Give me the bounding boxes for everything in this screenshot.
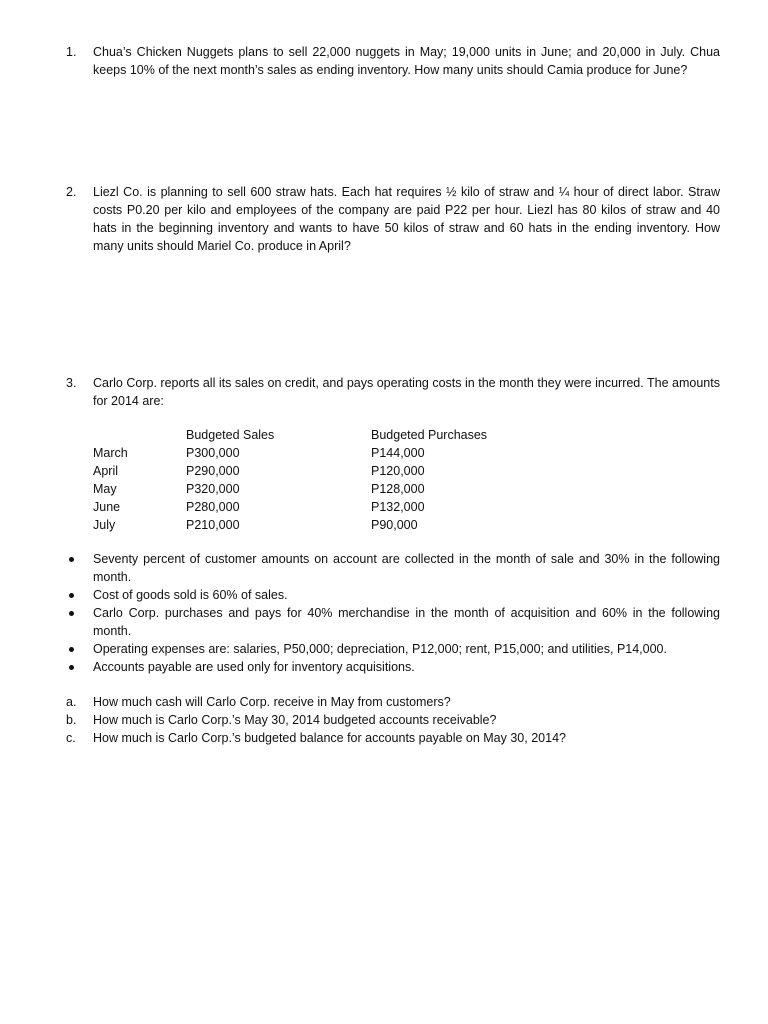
list-item bbox=[66, 640, 720, 658]
purchases-cell: P120,000 bbox=[371, 464, 425, 478]
question-number: 3. bbox=[66, 376, 77, 390]
sub-question-text: How much cash will Carlo Corp. receive in May from customers? bbox=[93, 695, 451, 709]
purchases-cell: P128,000 bbox=[371, 482, 425, 496]
question-text: Carlo Corp. reports all its sales on credit, and pays operating costs in the month they were incurred. The amounts for 2014 are: bbox=[93, 376, 720, 408]
sub-question-text: How much is Carlo Corp.’s budgeted balance for accounts payable on May 30, 2014? bbox=[93, 731, 566, 745]
month-cell: June bbox=[93, 500, 121, 514]
list-item bbox=[66, 604, 720, 640]
month-cell: March bbox=[93, 446, 128, 460]
sub-question bbox=[66, 729, 720, 747]
sub-question-letter: c. bbox=[66, 731, 76, 745]
sub-question-letter: a. bbox=[66, 695, 77, 709]
assumptions-list bbox=[66, 550, 720, 676]
list-item bbox=[66, 658, 720, 676]
question-text: Chua’s Chicken Nuggets plans to sell 22,000 nuggets in May; 19,000 units in June; and 20,000 in July. Chua keeps 10% of the next month’s sales as ending inventory. How many units should Camia produce for June? bbox=[93, 45, 720, 77]
question-2 bbox=[66, 183, 720, 255]
bullet-icon bbox=[69, 611, 74, 616]
table-header-cell bbox=[93, 426, 186, 444]
sales-cell: P320,000 bbox=[186, 482, 240, 496]
purchases-cell: P132,000 bbox=[371, 500, 425, 514]
question-text: Liezl Co. is planning to sell 600 straw hats. Each hat requires ½ kilo of straw and ¼ hour of direct labor. Straw costs P0.20 per kilo and employees of the company are paid P22 per hour. Liezl has 80 kilos of straw and 40 hats in the beginning inventory and wants to have 50 kilos of straw and 60 hats in the ending inventory. How many units should Mariel Co. produce in April? bbox=[93, 185, 720, 253]
question-3 bbox=[66, 374, 720, 410]
sub-questions-list bbox=[66, 693, 720, 747]
question-1 bbox=[66, 43, 720, 79]
budget-table bbox=[93, 426, 521, 534]
table-header-cell: Budgeted Sales bbox=[186, 428, 275, 442]
table-row bbox=[93, 444, 521, 462]
sales-cell: P280,000 bbox=[186, 500, 240, 514]
sales-cell: P300,000 bbox=[186, 446, 240, 460]
table-row bbox=[93, 516, 521, 534]
list-item-text: Operating expenses are: salaries, P50,000; depreciation, P12,000; rent, P15,000; and utilities, P14,000. bbox=[93, 642, 667, 656]
bullet-icon bbox=[69, 557, 74, 562]
list-item-text: Seventy percent of customer amounts on account are collected in the month of sale and 30% in the following month. bbox=[93, 552, 720, 584]
list-item bbox=[66, 550, 720, 586]
list-item bbox=[66, 586, 720, 604]
sales-cell: P290,000 bbox=[186, 464, 240, 478]
bullet-icon bbox=[69, 647, 74, 652]
table-header-row bbox=[93, 426, 521, 444]
table-row bbox=[93, 462, 521, 480]
list-item-text: Accounts payable are used only for inventory acquisitions. bbox=[93, 660, 415, 674]
table-row bbox=[93, 480, 521, 498]
sales-cell: P210,000 bbox=[186, 518, 240, 532]
bullet-icon bbox=[69, 665, 74, 670]
bullet-icon bbox=[69, 593, 74, 598]
purchases-cell: P144,000 bbox=[371, 446, 425, 460]
sub-question-letter: b. bbox=[66, 713, 77, 727]
month-cell: May bbox=[93, 482, 117, 496]
question-number: 2. bbox=[66, 185, 77, 199]
sub-question bbox=[66, 711, 720, 729]
sub-question-text: How much is Carlo Corp.’s May 30, 2014 budgeted accounts receivable? bbox=[93, 713, 497, 727]
list-item-text: Carlo Corp. purchases and pays for 40% merchandise in the month of acquisition and 60% in the following month. bbox=[93, 606, 720, 638]
list-item-text: Cost of goods sold is 60% of sales. bbox=[93, 588, 288, 602]
month-cell: April bbox=[93, 464, 119, 478]
table-row bbox=[93, 498, 521, 516]
purchases-cell: P90,000 bbox=[371, 518, 418, 532]
month-cell: July bbox=[93, 518, 116, 532]
question-number: 1. bbox=[66, 45, 77, 59]
sub-question bbox=[66, 693, 720, 711]
table-header-cell: Budgeted Purchases bbox=[371, 428, 488, 442]
